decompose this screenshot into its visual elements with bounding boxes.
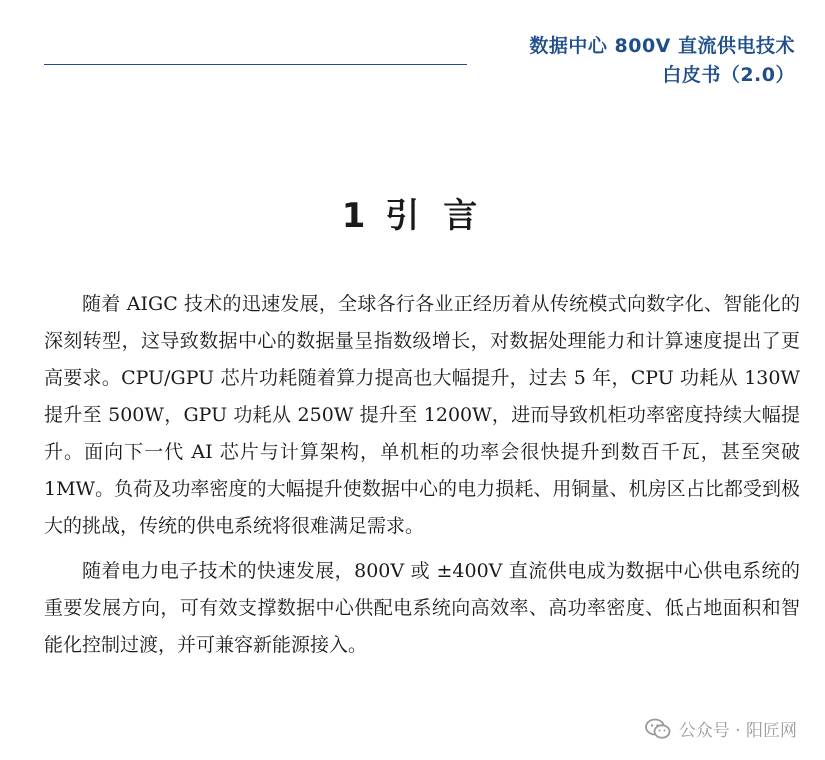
header-rule — [44, 64, 467, 65]
wechat-icon — [645, 718, 671, 740]
watermark — [641, 714, 801, 743]
chapter-heading — [0, 188, 825, 237]
paragraph-1: 随着 AIGC 技术的迅速发展，全球各行各业正经历着从传统模式向数字化、智能化的深刻转型，这导致数据中心的数据量呈指数级增长，对数据处理能力和计算速度提出了更高要求。CPU/GPU 芯片功耗随着算力提高也大幅提升，过去 5 年，CPU 功耗从 130W 提升至 500W，GPU 功耗从 250W 提升至 1200W，进而导致机柜功率密度持续大幅提升。面向下一代 AI 芯片与计算架构，单机柜的功率会很快提升到数百千瓦，甚至突破 1MW。负荷及功率密度的大幅提升使数据中心的电力损耗、用铜量、机房区占比都受到极大的挑战，传统的供电系统将很难满足需求。 — [44, 293, 800, 537]
paragraph-2: 随着电力电子技术的快速发展，800V 或 ±400V 直流供电成为数据中心供电系统的重要发展方向，可有效支撑数据中心供配电系统向高效率、高功率密度、低占地面积和智能化控制过渡，并可兼容新能源接入。 — [44, 560, 800, 656]
watermark-text: 公众号 · 阳匠网 — [678, 721, 797, 741]
body-text — [44, 286, 800, 672]
chapter-number: 1 — [341, 196, 372, 236]
chapter-title: 引 言 — [385, 196, 484, 236]
document-header-title — [529, 32, 795, 90]
header-title-line-2: 白皮书（2.0） — [662, 64, 795, 86]
header-title-line-1: 数据中心 800V 直流供电技术 — [529, 35, 795, 57]
